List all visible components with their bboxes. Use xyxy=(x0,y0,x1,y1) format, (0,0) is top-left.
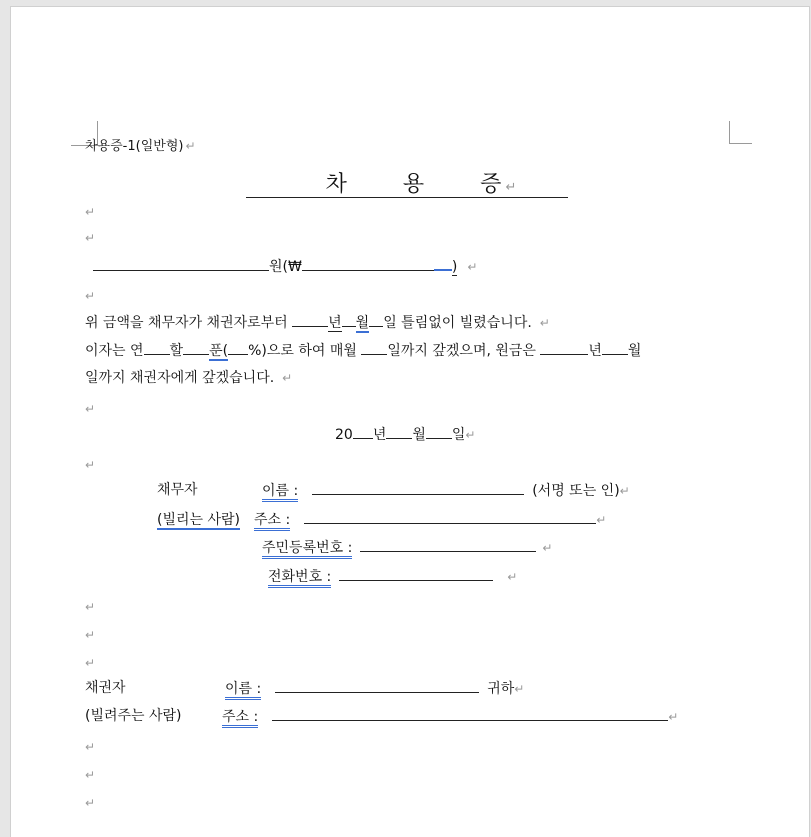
document-title[interactable] xyxy=(246,167,568,198)
creditor-label: 채권자 xyxy=(85,680,126,696)
p2-monthly-day-blank[interactable] xyxy=(361,341,387,355)
paragraph-mark-icon: ↵ xyxy=(507,570,518,584)
paragraph-mark-icon: ↵ xyxy=(85,628,96,642)
paragraph-mark-icon: ↵ xyxy=(539,316,550,330)
debtor-phone-row[interactable] xyxy=(268,567,517,586)
p2-text-a: 이자는 연 xyxy=(85,343,144,359)
creditor-sub-label: (빌려주는 사람) xyxy=(85,708,182,724)
p2-hal-blank[interactable] xyxy=(144,341,170,355)
p2-pun-blank[interactable] xyxy=(183,341,209,355)
paragraph-mark-icon: ↵ xyxy=(465,428,476,442)
creditor-address-field[interactable] xyxy=(222,707,678,726)
title-char-3: 증 xyxy=(480,172,502,197)
rrn-blank[interactable] xyxy=(360,538,536,552)
amount-won-label: 원(₩ xyxy=(269,259,302,275)
p1-year: 년 xyxy=(328,315,342,331)
title-char-1: 차 xyxy=(325,172,347,197)
p2-hal: 할 xyxy=(169,343,184,359)
p2-year: 년 xyxy=(588,343,602,359)
paragraph-mark-icon: ↵ xyxy=(85,656,96,670)
paragraph-mark-icon: ↵ xyxy=(542,541,553,555)
paragraph-mark-icon: ↵ xyxy=(85,231,96,245)
date-day-blank[interactable] xyxy=(426,425,452,439)
p3-text: 일까지 채권자에게 갚겠습니다. xyxy=(85,370,275,386)
phone-blank[interactable] xyxy=(339,567,493,581)
paragraph-mark-icon: ↵ xyxy=(668,710,679,724)
paragraph-mark-icon: ↵ xyxy=(85,205,96,219)
paragraph-mark-icon: ↵ xyxy=(85,740,96,754)
creditor-name-field[interactable] xyxy=(225,679,524,698)
document-page[interactable] xyxy=(10,6,810,837)
date-year-blank[interactable] xyxy=(353,425,373,439)
debtor-name-blank[interactable] xyxy=(312,481,524,495)
amount-line[interactable] xyxy=(93,256,477,276)
paragraph-mark-icon: ↵ xyxy=(619,484,630,498)
creditor-name-label: 이름 : xyxy=(225,681,261,700)
paragraph-repay[interactable] xyxy=(85,369,292,387)
paragraph-mark-icon: ↵ xyxy=(596,513,607,527)
date-month: 월 xyxy=(412,427,426,443)
paragraph-mark-icon: ↵ xyxy=(467,260,478,274)
p1-text-a: 위 금액을 채무자가 채권자로부터 xyxy=(85,315,293,331)
paragraph-mark-icon: ↵ xyxy=(85,402,96,416)
date-year: 년 xyxy=(372,427,387,443)
date-20: 20 xyxy=(335,427,353,443)
paragraph-mark-icon: ↵ xyxy=(85,600,96,614)
paragraph-mark-icon: ↵ xyxy=(85,768,96,782)
debtor-name-label: 이름 : xyxy=(262,483,298,502)
paragraph-mark-icon: ↵ xyxy=(514,682,525,696)
paragraph-mark-icon: ↵ xyxy=(85,458,96,472)
p1-month-blank[interactable] xyxy=(342,313,356,327)
creditor-name-blank[interactable] xyxy=(275,679,479,693)
paragraph-mark-icon: ↵ xyxy=(185,139,196,153)
date-line[interactable] xyxy=(335,425,475,444)
rrn-label: 주민등록번호 : xyxy=(262,540,352,559)
creditor-address-label: 주소 : xyxy=(222,709,258,728)
date-day: 일 xyxy=(451,427,466,443)
p2-year-blank[interactable] xyxy=(540,341,588,355)
p1-year-blank[interactable] xyxy=(292,313,328,327)
debtor-address-blank[interactable] xyxy=(304,510,596,524)
debtor-name-field[interactable] xyxy=(262,481,630,500)
amount-korean-blank[interactable] xyxy=(93,257,269,271)
paragraph-borrow[interactable] xyxy=(85,313,550,332)
p2-pun: 푼( xyxy=(209,343,229,359)
debtor-name-row[interactable] xyxy=(157,481,198,499)
crop-mark-top-right xyxy=(729,121,752,144)
creditor-address-blank[interactable] xyxy=(272,707,668,721)
p2-pct-blank[interactable] xyxy=(228,341,248,355)
p1-day-blank[interactable] xyxy=(369,313,383,327)
amount-close: ) xyxy=(451,259,458,275)
amount-blue-underline xyxy=(434,256,452,271)
signature-label: (서명 또는 인) xyxy=(532,483,620,499)
amount-number-blank[interactable] xyxy=(302,257,434,271)
p2-month-blank[interactable] xyxy=(602,341,628,355)
debtor-address-row[interactable] xyxy=(157,510,606,529)
debtor-rrn-row[interactable] xyxy=(262,538,552,557)
p2-month: 월 xyxy=(627,343,642,359)
paragraph-mark-icon: ↵ xyxy=(85,796,96,810)
title-char-2: 용 xyxy=(402,172,425,197)
paragraph-mark-icon: ↵ xyxy=(282,371,293,385)
paragraph-mark-icon: ↵ xyxy=(505,180,517,195)
creditor-address-row[interactable] xyxy=(85,707,182,725)
form-label-text: 차용증-1(일반형) xyxy=(85,139,184,154)
p2-pct: %)으로 하여 매월 xyxy=(248,343,362,359)
p2-text-b: 일까지 갚겠으며, 원금은 xyxy=(387,343,541,359)
honorific: 귀하 xyxy=(487,681,515,697)
creditor-name-row[interactable] xyxy=(85,679,126,697)
debtor-sub-label: (빌리는 사람) xyxy=(157,512,240,528)
debtor-address-label: 주소 : xyxy=(254,512,290,531)
phone-label: 전화번호 : xyxy=(268,569,331,588)
form-label[interactable] xyxy=(85,137,196,156)
paragraph-interest[interactable] xyxy=(85,341,641,360)
p1-month: 월 xyxy=(355,315,370,331)
paragraph-mark-icon: ↵ xyxy=(85,289,96,303)
debtor-label: 채무자 xyxy=(157,482,198,498)
p1-text-b: 일 틀림없이 빌렸습니다. xyxy=(383,315,532,331)
date-month-blank[interactable] xyxy=(386,425,412,439)
